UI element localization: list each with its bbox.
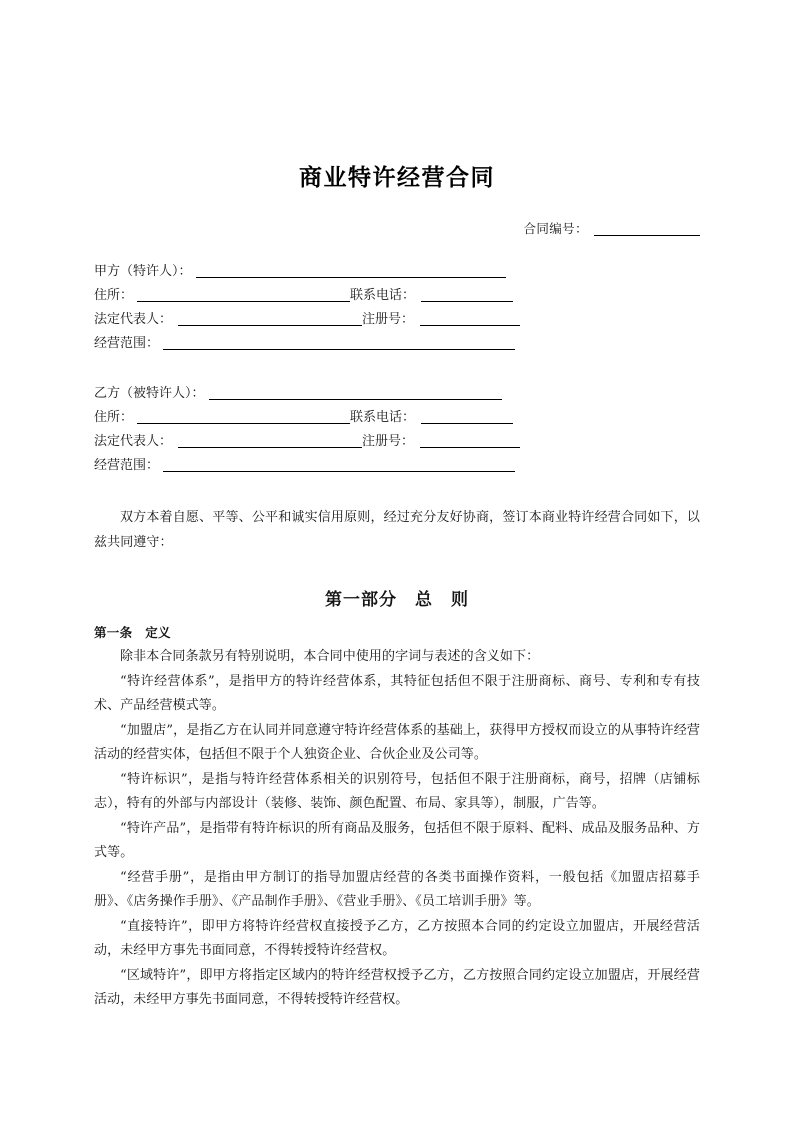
party-b-scope-row: [94, 454, 700, 478]
party-b-legal-rep-label: 法定代表人：: [94, 434, 173, 449]
party-b-reg-no-field[interactable]: [420, 434, 520, 448]
definition-paragraph: “特许产品”，是指带有特许标识的所有商品及服务，包括但不限于原料、配料、成品及服务品种、方式等。: [94, 820, 700, 860]
party-b-address-row: [94, 406, 700, 430]
party-b-legal-rep-field[interactable]: [178, 434, 362, 448]
definition-paragraph: “加盟店”，是指乙方在认同并同意遵守特许经营体系的基础上，获得甲方授权而设立的从事特许经营活动的经营实体，包括但不限于个人独资企业、合伙企业及公司等。: [94, 722, 700, 762]
party-b-legal-rep-row: [94, 430, 700, 454]
party-b-name-row: [94, 382, 700, 406]
party-a-phone-field[interactable]: [421, 288, 513, 302]
party-b-phone-label: 联系电话：: [350, 410, 416, 425]
party-b-scope-label: 经营范围：: [94, 458, 160, 473]
party-a-scope-row: [94, 332, 700, 356]
party-a-name-row: [94, 260, 700, 284]
definition-paragraph: “直接特许”，即甲方将特许经营权直接授予乙方，乙方按照本合同的约定设立加盟店，开展经营活动，未经甲方事先书面同意，不得转授特许经营权。: [94, 918, 700, 958]
party-a-reg-no-field[interactable]: [420, 312, 520, 326]
preamble-paragraph: 双方本着自愿、平等、公平和诚实信用原则，经过充分友好协商，签订本商业特许经营合同如下，以兹共同遵守：: [94, 510, 700, 550]
contract-number-row: [94, 220, 700, 238]
party-a-scope-field[interactable]: [163, 336, 515, 350]
party-b-name-label: 乙方（被特许人）：: [94, 386, 205, 401]
party-a-reg-no-label: 注册号：: [362, 312, 415, 327]
party-a-name-label: 甲方（特许人）：: [94, 264, 192, 279]
party-b-name-field[interactable]: [209, 386, 502, 400]
definition-paragraph: “区域特许”，即甲方将指定区域内的特许经营权授予乙方，乙方按照合同约定设立加盟店，开展经营活动，未经甲方事先书面同意，不得转授特许经营权。: [94, 967, 700, 1007]
party-a-address-field[interactable]: [137, 288, 350, 302]
part-one-heading: 第一部分 总 则: [325, 590, 469, 610]
definition-paragraph: “特许标识”，是指与特许经营体系相关的识别符号，包括但不限于注册商标，商号，招牌（店铺标志），特有的外部与内部设计（装修、装饰、颜色配置、布局、家具等），制服，广告等。: [94, 771, 700, 811]
party-b-scope-field[interactable]: [163, 458, 515, 472]
party-b-address-label: 住所：: [94, 410, 134, 425]
article-one-heading: 第一条 定义: [94, 625, 171, 640]
definition-paragraph: “经营手册”，是指由甲方制订的指导加盟店经营的各类书面操作资料，一般包括《加盟店招募手册》、《店务操作手册》、《产品制作手册》、《营业手册》、《员工培训手册》等。: [94, 869, 700, 909]
definition-paragraph: “特许经营体系”，是指甲方的特许经营体系，其特征包括但不限于注册商标、商号、专利和专有技术、产品经营模式等。: [94, 673, 700, 713]
party-a-address-label: 住所：: [94, 288, 134, 303]
party-a-block: [94, 260, 700, 356]
party-a-phone-label: 联系电话：: [350, 288, 416, 303]
party-b-phone-field[interactable]: [421, 410, 513, 424]
party-b-reg-no-label: 注册号：: [362, 434, 415, 449]
contract-number-field[interactable]: [594, 222, 700, 236]
page-title: 商业特许经营合同: [299, 164, 495, 191]
party-a-scope-label: 经营范围：: [94, 336, 160, 351]
article-one-lead: 除非本合同条款另有特别说明，本合同中使用的字词与表述的含义如下：: [120, 649, 540, 664]
party-a-legal-rep-field[interactable]: [178, 312, 362, 326]
party-a-legal-rep-row: [94, 308, 700, 332]
contract-number-label: 合同编号：: [523, 221, 588, 236]
party-b-block: [94, 382, 700, 478]
party-a-name-field[interactable]: [196, 264, 506, 278]
party-a-address-row: [94, 284, 700, 308]
party-b-address-field[interactable]: [137, 410, 350, 424]
party-a-legal-rep-label: 法定代表人：: [94, 312, 173, 327]
